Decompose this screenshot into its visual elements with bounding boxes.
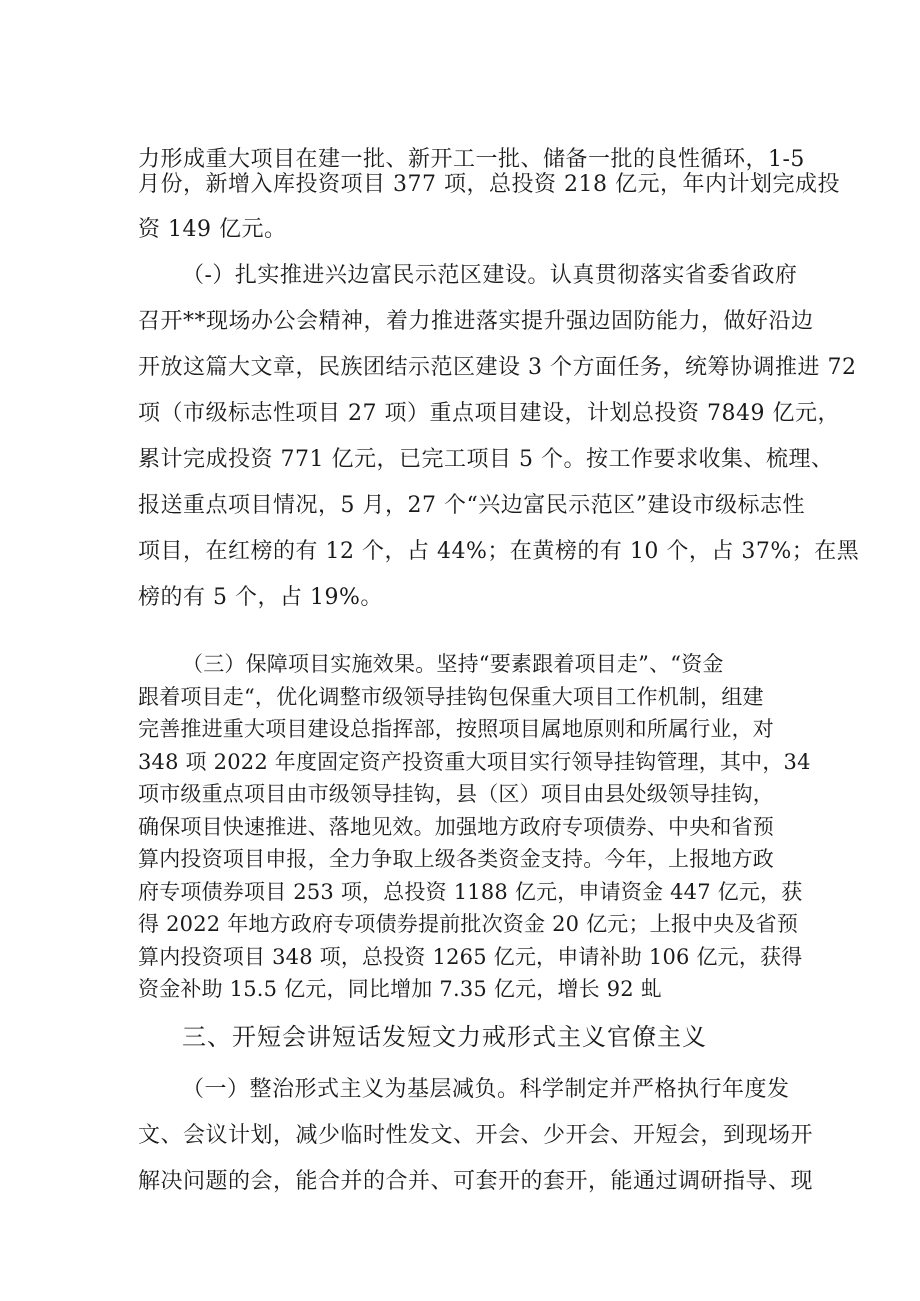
text-line: 确保项目快速推进、落地见效。加强地方政府专项债券、中央和省预: [138, 815, 774, 839]
text-line: 项目，在红榜的有 12 个，占 44%；在黄榜的有 10 个，占 37%；在黑: [138, 539, 860, 564]
text-line: 完善推进重大项目建设总指挥部，按照项目属地原则和所属行业，对: [138, 717, 774, 741]
text-line: 项市级重点项目由市级领导挂钩，县（区）项目由县处级领导挂钩，: [138, 782, 774, 806]
text-line: 月份，新增入库投资项目 377 项，总投资 218 亿元，年内计划完成投: [138, 172, 840, 197]
text-line: （-）扎实推进兴边富民示范区建设。认真贯彻落实省委省政府: [182, 263, 798, 288]
section-heading: 三、开短会讲短话发短文力戒形式主义官僚主义: [182, 1023, 707, 1051]
text-line: 累计完成投资 771 亿元，已完工项目 5 个。按工作要求收集、梳理、: [138, 447, 834, 472]
text-line: 府专项债券项目 253 项，总投资 1188 亿元，申请资金 447 亿元，获: [138, 880, 803, 904]
text-line: （三）保障项目实施效果。坚持“要素跟着项目走”、“资金: [182, 652, 724, 676]
text-line: 算内投资项目申报，全力争取上级各类资金支持。今年，上报地方政: [138, 847, 774, 871]
text-line: 力形成重大项目在建一批、新开工一批、储备一批的良性循环，1-5: [138, 147, 805, 172]
text-line: 召开**现场办公会精神，着力推进落实提升强边固防能力，做好沿边: [138, 309, 814, 334]
text-line: 得 2022 年地方政府专项债券提前批次资金 20 亿元；上报中央及省预: [138, 912, 799, 936]
text-line: 开放这篇大文章，民族团结示范区建设 3 个方面任务，统筹协调推进 72: [138, 355, 857, 380]
text-line: 算内投资项目 348 项，总投资 1265 亿元，申请补助 106 亿元，获得: [138, 945, 803, 969]
text-line: （一）整治形式主义为基层减负。科学制定并严格执行年度发: [182, 1077, 790, 1102]
text-line: 文、会议计划，减少临时性发文、开会、少开会、开短会，到现场开: [138, 1123, 814, 1148]
text-line: 榜的有 5 个，占 19%。: [138, 585, 383, 610]
text-line: 资 149 亿元。: [138, 217, 287, 242]
text-line: 项（市级标志性项目 27 项）重点项目建设，计划总投资 7849 亿元，: [138, 401, 840, 426]
text-line: 报送重点项目情况，5 月，27 个“兴边富民示范区”建设市级标志性: [138, 493, 805, 518]
text-line: 跟着项目走“，优化调整市级领导挂钩包保重大项目工作机制，组建: [138, 685, 764, 709]
text-line: 348 项 2022 年度固定资产投资重大项目实行领导挂钩管理，其中，34: [138, 750, 811, 774]
text-line: 解决问题的会，能合并的合并、可套开的套开，能通过调研指导、现: [138, 1169, 814, 1194]
text-line: 资金补助 15.5 亿元，同比增加 7.35 亿元，增长 92 虬: [138, 977, 662, 1001]
